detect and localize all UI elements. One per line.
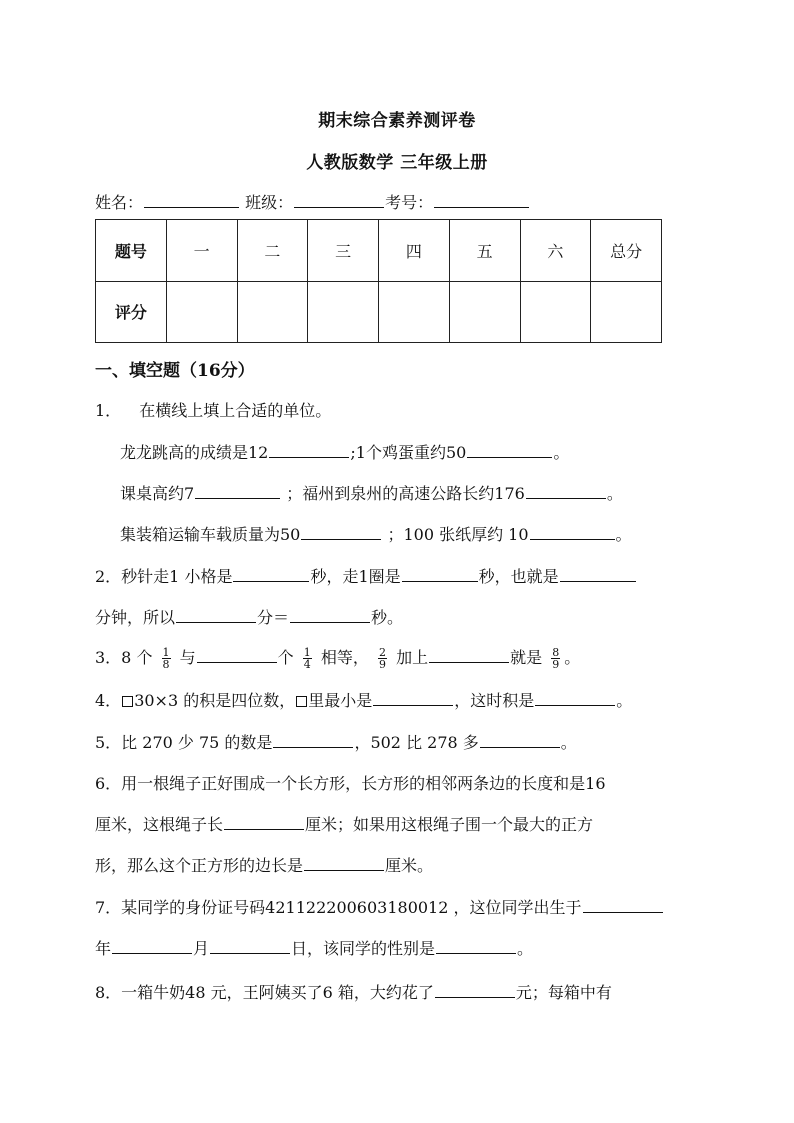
answer-blank[interactable] <box>269 441 349 458</box>
q2-text-e: 分＝ <box>257 608 290 627</box>
answer-blank[interactable] <box>526 482 606 499</box>
question-8 <box>95 980 612 1003</box>
question-5 <box>95 730 577 753</box>
q7-text-b: 年 <box>95 939 112 958</box>
fraction-numerator: 2 <box>378 646 386 659</box>
q1-line-1 <box>120 440 569 463</box>
answer-blank[interactable] <box>429 646 509 663</box>
q6-line-1: 6．用一根绳子正好围成一个长方形，长方形的相邻两条边的长度和是16 <box>95 774 606 793</box>
q4-text-b: 30×3 的积是四位数， <box>134 691 296 710</box>
question-7-line-2 <box>95 936 533 959</box>
score-table <box>95 219 662 343</box>
answer-blank[interactable] <box>530 523 615 540</box>
q5-text-b: ，502 比 278 多 <box>354 733 479 752</box>
answer-blank[interactable] <box>233 565 309 582</box>
square-placeholder-icon <box>122 696 133 707</box>
page-subtitle: 人教版数学 三年级上册 <box>306 153 488 173</box>
question-1 <box>95 398 331 421</box>
q4-text-e: 。 <box>616 691 633 710</box>
answer-blank[interactable] <box>435 981 515 998</box>
answer-blank[interactable] <box>480 731 560 748</box>
section-heading: 一、填空题（16分） <box>95 361 255 381</box>
q1-number: 1． <box>95 401 122 420</box>
q2-text-d: 分钟，所以 <box>95 608 176 627</box>
score-col-6: 六 <box>520 220 591 282</box>
square-placeholder-icon <box>296 696 307 707</box>
q1-l2-text-b: ；福州到泉州的高速公路长约176 <box>286 484 525 503</box>
score-col-4: 四 <box>379 220 450 282</box>
score-col-1: 一 <box>166 220 237 282</box>
class-label: 班级： <box>245 193 294 212</box>
q4-text-c: 里最小是 <box>308 691 373 710</box>
q3-text-c: 个 <box>277 648 294 667</box>
q1-l1-text-b: ;1个鸡蛋重约50 <box>350 443 467 462</box>
score-cell-5[interactable] <box>449 281 520 343</box>
score-cell-total[interactable] <box>591 281 662 343</box>
score-header-label: 题号 <box>96 220 167 282</box>
score-cell-1[interactable] <box>166 281 237 343</box>
exam-no-field[interactable] <box>434 191 529 208</box>
q1-line-2 <box>120 481 623 504</box>
q7-text-d: 日，该同学的性别是 <box>291 939 436 958</box>
q3-text-h: 。 <box>564 648 581 667</box>
score-col-total: 总分 <box>591 220 662 282</box>
class-field[interactable] <box>294 191 384 208</box>
q2-text-a: 2．秒针走1 小格是 <box>95 567 233 586</box>
q3-text-d: 相等， <box>320 648 369 667</box>
answer-blank[interactable] <box>436 937 516 954</box>
question-4 <box>95 688 632 711</box>
question-7 <box>95 895 664 918</box>
q3-text-g: 就是 <box>510 648 543 667</box>
question-3 <box>95 645 580 670</box>
q7-text-a: 7．某同学的身份证号码421122200603180012 ，这位同学出生于 <box>95 898 582 917</box>
q7-text-e: 。 <box>517 939 534 958</box>
question-6 <box>95 771 606 794</box>
q1-l1-text-c: 。 <box>553 443 570 462</box>
q1-l3-text-c: 。 <box>615 525 632 544</box>
answer-blank[interactable] <box>290 606 370 623</box>
q8-text-a: 8．一箱牛奶48 元，王阿姨买了6 箱，大约花了 <box>95 983 434 1002</box>
q1-line-3 <box>120 522 632 545</box>
answer-blank[interactable] <box>112 937 192 954</box>
answer-blank[interactable] <box>402 565 478 582</box>
fraction-numerator: 8 <box>552 646 560 659</box>
answer-blank[interactable] <box>535 689 615 706</box>
q1-l3-text-a: 集装箱运输车载质量为50 <box>120 525 301 544</box>
fraction-2-9 <box>378 647 387 670</box>
q1-l1-text-a: 龙龙跳高的成绩是12 <box>120 443 269 462</box>
q1-prompt: 在横线上填上合适的单位。 <box>139 401 332 420</box>
q7-text-c: 月 <box>193 939 210 958</box>
answer-blank[interactable] <box>304 854 384 871</box>
exam-no-label: 考号： <box>385 193 434 212</box>
q1-l2-text-a: 课桌高约7 <box>120 484 195 503</box>
q5-text-a: 5．比 270 少 75 的数是 <box>95 733 273 752</box>
score-col-2: 二 <box>237 220 308 282</box>
q6-text-d: 厘米。 <box>385 856 434 875</box>
fraction-denominator: 9 <box>378 658 386 671</box>
score-cell-2[interactable] <box>237 281 308 343</box>
q3-text-a: 3．8 个 <box>95 648 153 667</box>
question-2-cont <box>95 605 403 628</box>
page-title: 期末综合素养测评卷 <box>318 111 476 131</box>
fraction-1-4 <box>303 647 312 670</box>
q3-text-b: 与 <box>179 648 196 667</box>
student-info <box>95 190 530 213</box>
answer-blank[interactable] <box>224 813 304 830</box>
name-field[interactable] <box>144 191 239 208</box>
fraction-denominator: 8 <box>162 658 170 671</box>
score-table-score-row <box>96 281 662 343</box>
score-col-3: 三 <box>308 220 379 282</box>
q2-text-c: 秒，也就是 <box>478 567 559 586</box>
q3-text-e: 加上 <box>396 648 429 667</box>
q4-text-a: 4． <box>95 691 122 710</box>
answer-blank[interactable] <box>583 896 663 913</box>
answer-blank[interactable] <box>301 523 381 540</box>
fraction-denominator: 4 <box>303 658 311 671</box>
answer-blank[interactable] <box>467 441 552 458</box>
score-row-label: 评分 <box>96 281 167 343</box>
name-label: 姓名： <box>95 193 144 212</box>
score-cell-3[interactable] <box>308 281 379 343</box>
question-6-line-2 <box>95 812 593 835</box>
question-2 <box>95 564 637 587</box>
q6-text-a: 厘米，这根绳子长 <box>95 815 224 834</box>
q4-text-d: ，这时积是 <box>454 691 535 710</box>
fraction-numerator: 1 <box>162 646 170 659</box>
q2-text-b: 秒，走1圈是 <box>310 567 401 586</box>
answer-blank[interactable] <box>195 482 280 499</box>
answer-blank[interactable] <box>197 646 277 663</box>
answer-blank[interactable] <box>373 689 453 706</box>
q1-l3-text-b: ；100 张纸厚约 10 <box>387 525 529 544</box>
score-cell-4[interactable] <box>379 281 450 343</box>
q6-text-c: 形，那么这个正方形的边长是 <box>95 856 304 875</box>
score-col-5: 五 <box>449 220 520 282</box>
q2-text-f: 秒。 <box>371 608 404 627</box>
answer-blank[interactable] <box>176 606 256 623</box>
q8-text-b: 元；每箱中有 <box>515 983 612 1002</box>
fraction-8-9 <box>551 647 560 670</box>
question-6-line-3 <box>95 853 433 876</box>
q5-text-c: 。 <box>560 733 577 752</box>
fraction-denominator: 9 <box>552 658 560 671</box>
answer-blank[interactable] <box>560 565 636 582</box>
q6-text-b: 厘米；如果用这根绳子围一个最大的正方 <box>305 815 594 834</box>
q1-l2-text-c: 。 <box>606 484 623 503</box>
answer-blank[interactable] <box>273 731 353 748</box>
score-table-header-row <box>96 220 662 282</box>
answer-blank[interactable] <box>210 937 290 954</box>
fraction-1-8 <box>162 647 171 670</box>
fraction-numerator: 1 <box>303 646 311 659</box>
score-cell-6[interactable] <box>520 281 591 343</box>
